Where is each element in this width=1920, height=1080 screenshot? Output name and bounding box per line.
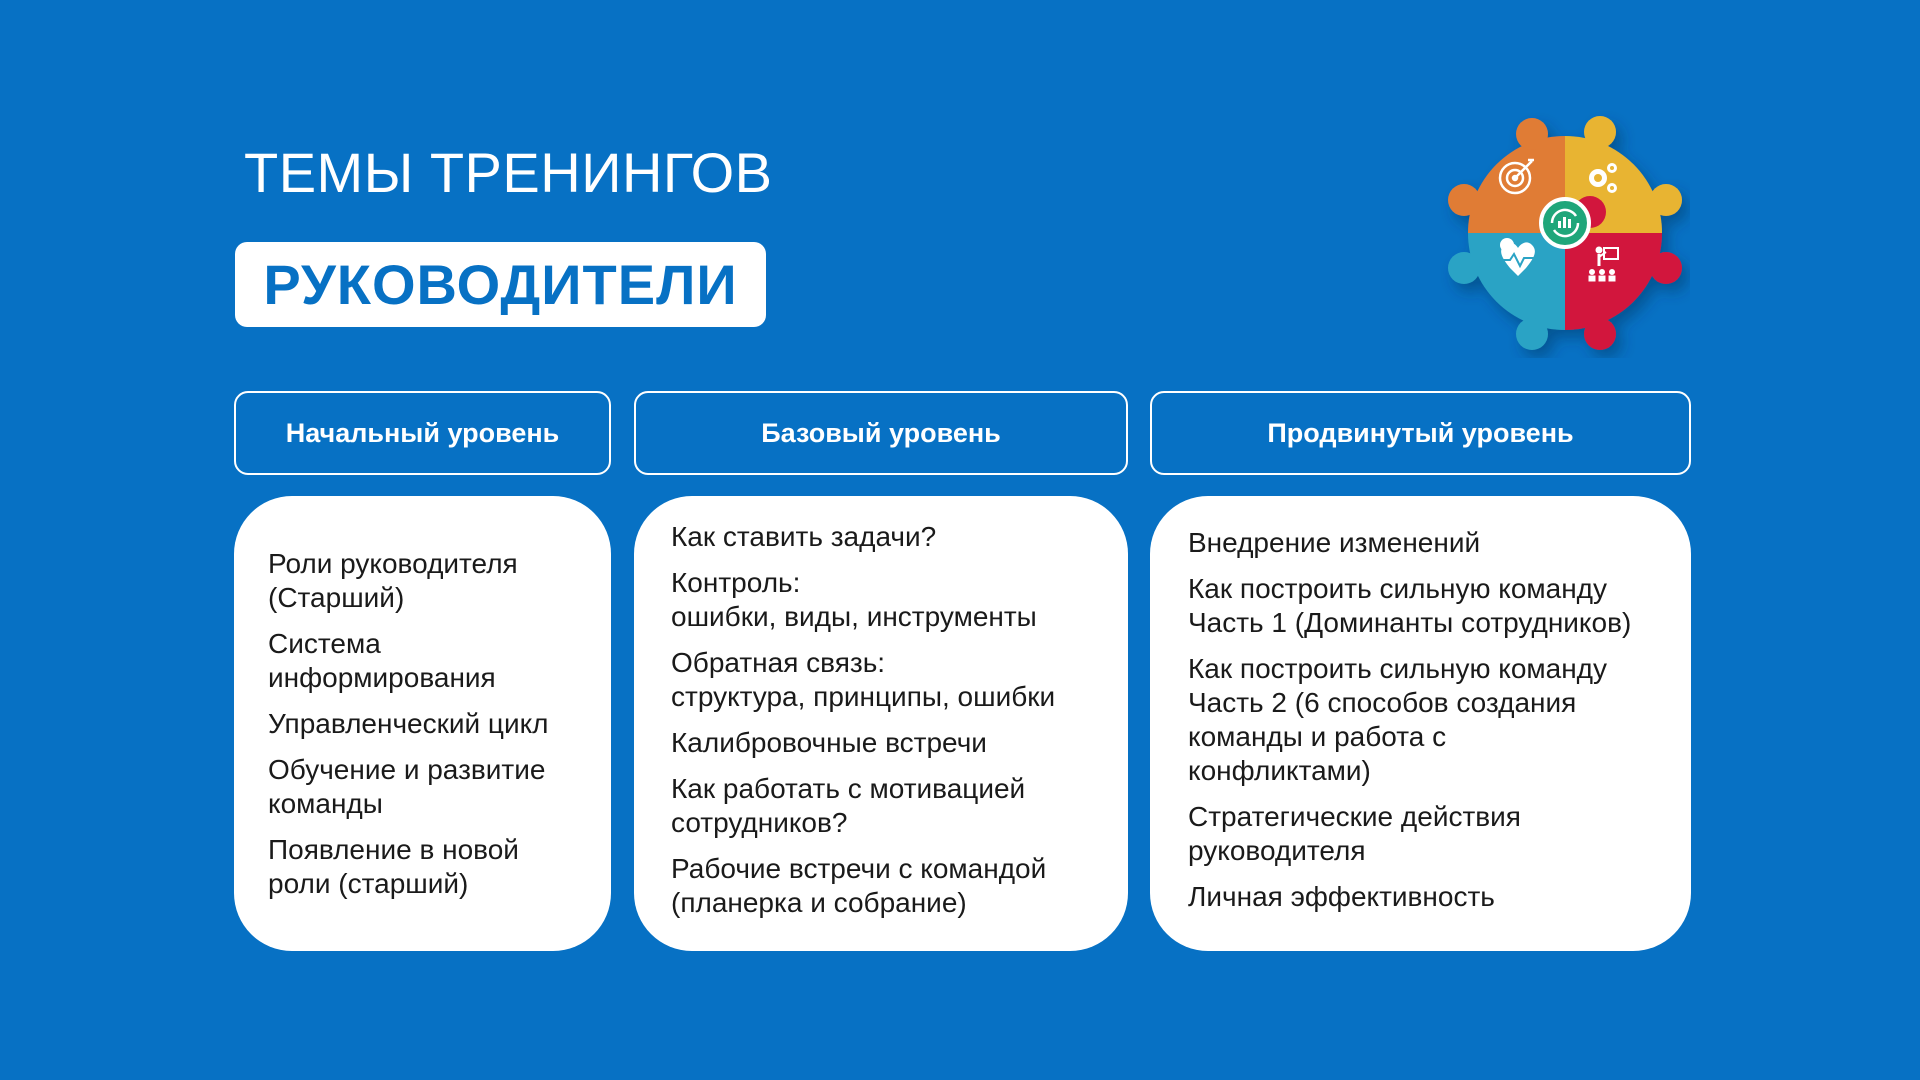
topic-item: Контроль: ошибки, виды, инструменты — [671, 567, 1037, 632]
topic-item: Роли руководителя (Старший) — [268, 547, 518, 613]
topic-item: Рабочие встречи с командой (планерка и собрание) — [671, 853, 1047, 918]
puzzle-gear-logo — [1440, 108, 1690, 358]
topic-item: Обучение и развитие команды — [268, 753, 546, 819]
topics-list-advanced — [1188, 526, 1661, 914]
topic-item: Управленческий цикл — [268, 707, 549, 739]
topics-list-basic — [671, 520, 1098, 920]
topic-item: Как построить сильную команду Часть 2 (6 способов создания команды и работа с конфликтами) — [1188, 653, 1608, 786]
topics-card-basic — [634, 496, 1128, 951]
topic-item: Как работать с мотивацией сотрудников? — [671, 773, 1026, 838]
level-header-beginner: Начальный уровень — [234, 391, 611, 475]
topics-list-beginner — [268, 547, 581, 901]
topic-item: Как построить сильную команду Часть 1 (Доминанты сотрудников) — [1188, 573, 1632, 638]
topic-item: Появление в новой роли (старший) — [268, 833, 519, 899]
topic-item: Калибровочные встречи — [671, 727, 987, 758]
topic-item: Система информирования — [268, 627, 496, 693]
page-title: ТЕМЫ ТРЕНИНГОВ — [244, 141, 773, 204]
topic-item: Обратная связь: структура, принципы, ошибки — [671, 647, 1056, 712]
topic-item: Стратегические действия руководителя — [1188, 801, 1521, 866]
audience-badge — [235, 242, 766, 327]
chart-cycle-icon — [1541, 199, 1589, 247]
topic-item: Личная эффективность — [1188, 881, 1495, 912]
topics-card-beginner — [234, 496, 611, 951]
topic-item: Как ставить задачи? — [671, 521, 937, 552]
audience-badge-label: РУКОВОДИТЕЛИ — [263, 253, 738, 316]
level-header-basic: Базовый уровень — [634, 391, 1128, 475]
level-header-advanced: Продвинутый уровень — [1150, 391, 1691, 475]
topics-card-advanced — [1150, 496, 1691, 951]
topic-item: Внедрение изменений — [1188, 527, 1481, 558]
